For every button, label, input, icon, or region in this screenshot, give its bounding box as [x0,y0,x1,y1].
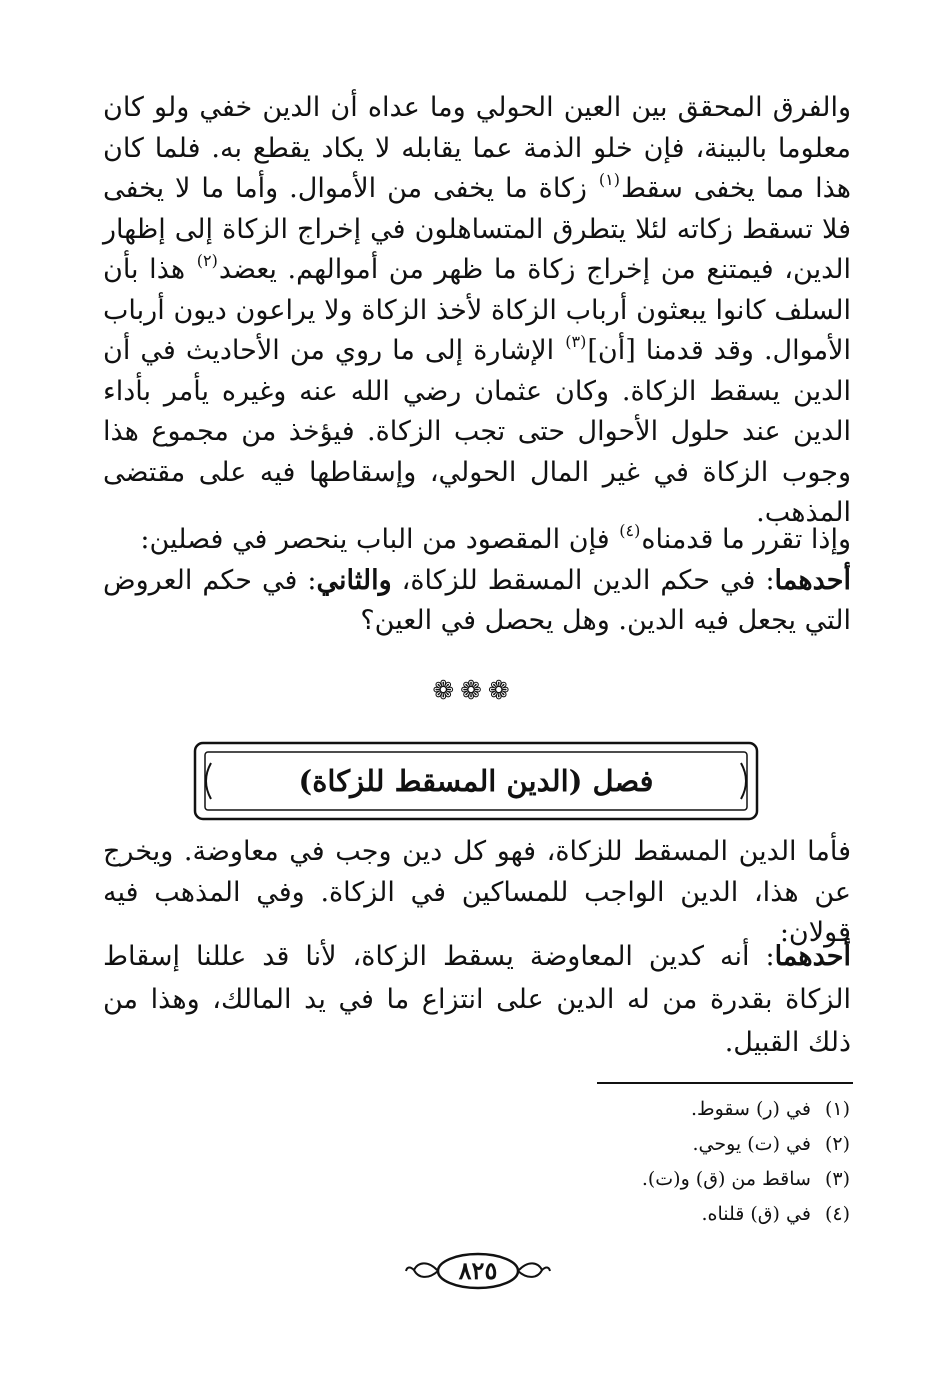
paragraph-1 [103,88,851,534]
footnote-number: (٤) [824,1203,850,1225]
footnote-text: في (ت) يوحي. [692,1133,811,1155]
section-heading-frame [193,741,759,821]
footnote-number: (٣) [824,1168,850,1190]
text: هذا بأن السلف كانوا يبعثون أرباب الزكاة لأخذ الزكاة ولا يراعون ديون أرباب الأموال. وقد قدمنا [أن] [103,254,851,366]
bold-term-first: أحدهما [774,564,851,596]
footnote-ref-1: (١) [598,170,620,189]
footnote-1 [350,1092,850,1127]
text: وإذا تقرر ما قدمناه [641,524,851,555]
page-number: ٨٢٥ [458,1256,498,1285]
footnote-ref-2: (٢) [196,251,218,270]
bold-term-first: أحدهما [774,941,852,972]
text: : في حكم الدين المسقط للزكاة، [391,564,775,596]
text: : أنه كدين المعاوضة يسقط الزكاة، لأنا قد عللنا إسقاط الزكاة بقدرة من له الدين على انتزاع ما في يد المالك، وهذا من ذلك القبيل. [103,941,851,1058]
footnote-text: في (ر) سقوط. [690,1098,811,1120]
footnote-4 [350,1197,850,1232]
section-separator-ornament: ❁❁❁ [432,676,516,706]
paragraph-2 [103,520,851,642]
text: زكاة ما يخفى من الأموال. وأما ما لا يخفى فلا تسقط زكاته لئلا يتطرق المتساهلون في إخراج الزكاة إلى إظهار الدين، فيمتنع من إخراج زكاة ما ظهر من أموالهم. يعضد [103,173,851,285]
text: : في حكم العروض التي يجعل فيه الدين. وهل يحصل في العين؟ [103,564,851,636]
text: فإن المقصود من الباب ينحصر في فصلين: [140,524,619,555]
section-heading: فصل (الدين المسقط للزكاة) [298,764,654,798]
footnote-2 [350,1127,850,1162]
footnote-number: (١) [824,1098,850,1120]
text: الإشارة إلى ما روي من الأحاديث في أن الدين يسقط الزكاة. وكان عثمان رضي الله عنه وغيره يأمر بأداء الدين عند حلول الأحوال حتى تجب الزكاة. فيؤخذ من مجموع هذا وجوب الزكاة في غير المال الحولي، وإسقاطها فيه على مقتضى المذهب. [103,335,851,528]
footnote-text: ساقط من (ق) و(ت). [641,1168,811,1190]
footnote-ref-3: (٣) [565,332,587,351]
footnote-number: (٢) [824,1133,850,1155]
footnote-separator [597,1082,853,1084]
footnotes [350,1092,850,1232]
bold-term-second: والثاني [316,564,392,596]
footnote-text: في (ق) قلناه. [701,1203,811,1225]
text: فأما الدين المسقط للزكاة، فهو كل دين وجب في معاوضة. ويخرج عن هذا، الدين الواجب للمساكين في الزكاة. وفي المذهب فيه قولان: [103,836,851,948]
footnote-3 [350,1162,850,1197]
paragraph-4 [103,935,851,1064]
footnote-ref-4: (٤) [619,521,641,540]
text: والفرق المحقق بين العين الحولي وما عداه أن الدين خفي ولو كان معلوما بالبينة، فإن خلو الذمة عما يقابله لا يكاد يقطع به. فلما كان هذا مما يخفى سقط [103,92,851,204]
page-number-ornament [404,1248,552,1294]
